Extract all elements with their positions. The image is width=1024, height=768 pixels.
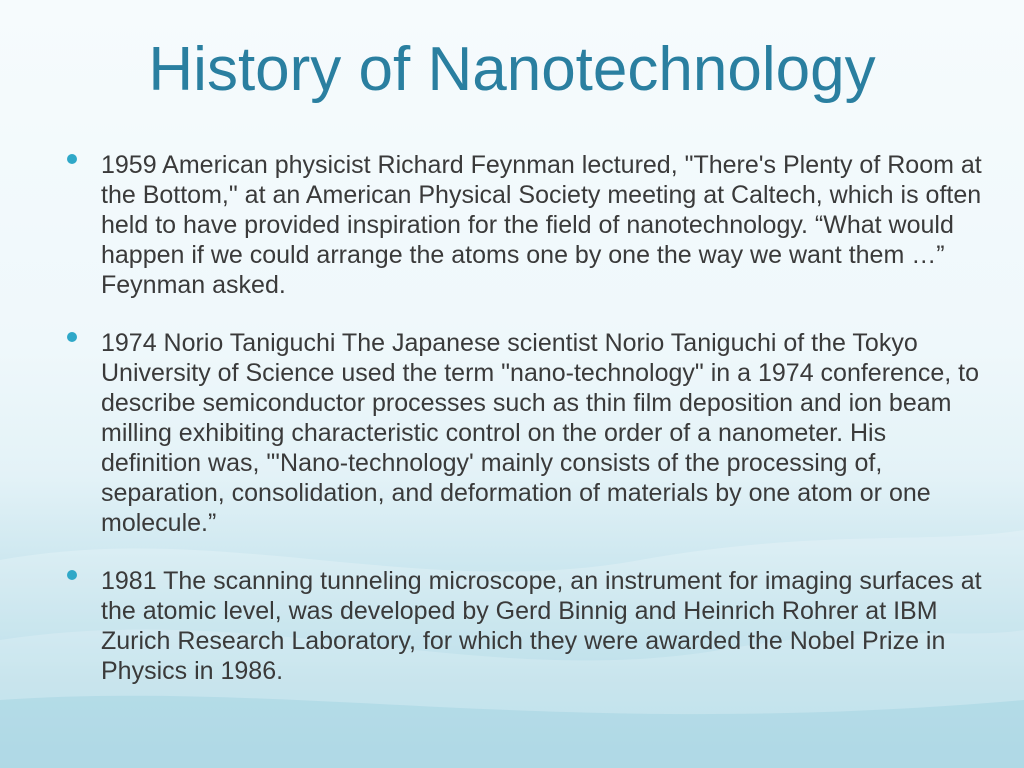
bullet-text: 1981 The scanning tunneling microscope, an instrument for imaging surfaces at the atomic level, was developed by Gerd Binnig and Heinrich Rohrer at IBM Zurich Research Laboratory, for which they were awarded the Nobel Prize in Physics in 1986. — [101, 567, 982, 685]
bullet-text: 1974 Norio Taniguchi The Japanese scientist Norio Taniguchi of the Tokyo University of Science used the term "nano-technology" in a 1974 conference, to describe semiconductor processes such as thin film deposition and ion beam milling exhibiting characteristic control on the order of a nanometer. His definition was, "'Nano-technology' mainly consists of the processing of, separation, consolidation, and deformation of materials by one atom or one molecule.” — [101, 329, 979, 537]
bullet-text: 1959 American physicist Richard Feynman lectured, "There's Plenty of Room at the Bottom," at an American Physical Society meeting at Caltech, which is often held to have provided inspiration for the field of nanotechnology. “What would happen if we could arrange the atoms one by one the way we want them …” Feynman asked. — [101, 151, 982, 299]
bullet-icon — [67, 570, 77, 580]
bullet-list — [64, 150, 984, 714]
bullet-icon — [67, 154, 77, 164]
bullet-icon — [67, 332, 77, 342]
slide-title: History of Nanotechnology — [148, 35, 876, 104]
bullet-item — [64, 566, 984, 686]
bullet-item — [64, 328, 984, 538]
bullet-item — [64, 150, 984, 300]
